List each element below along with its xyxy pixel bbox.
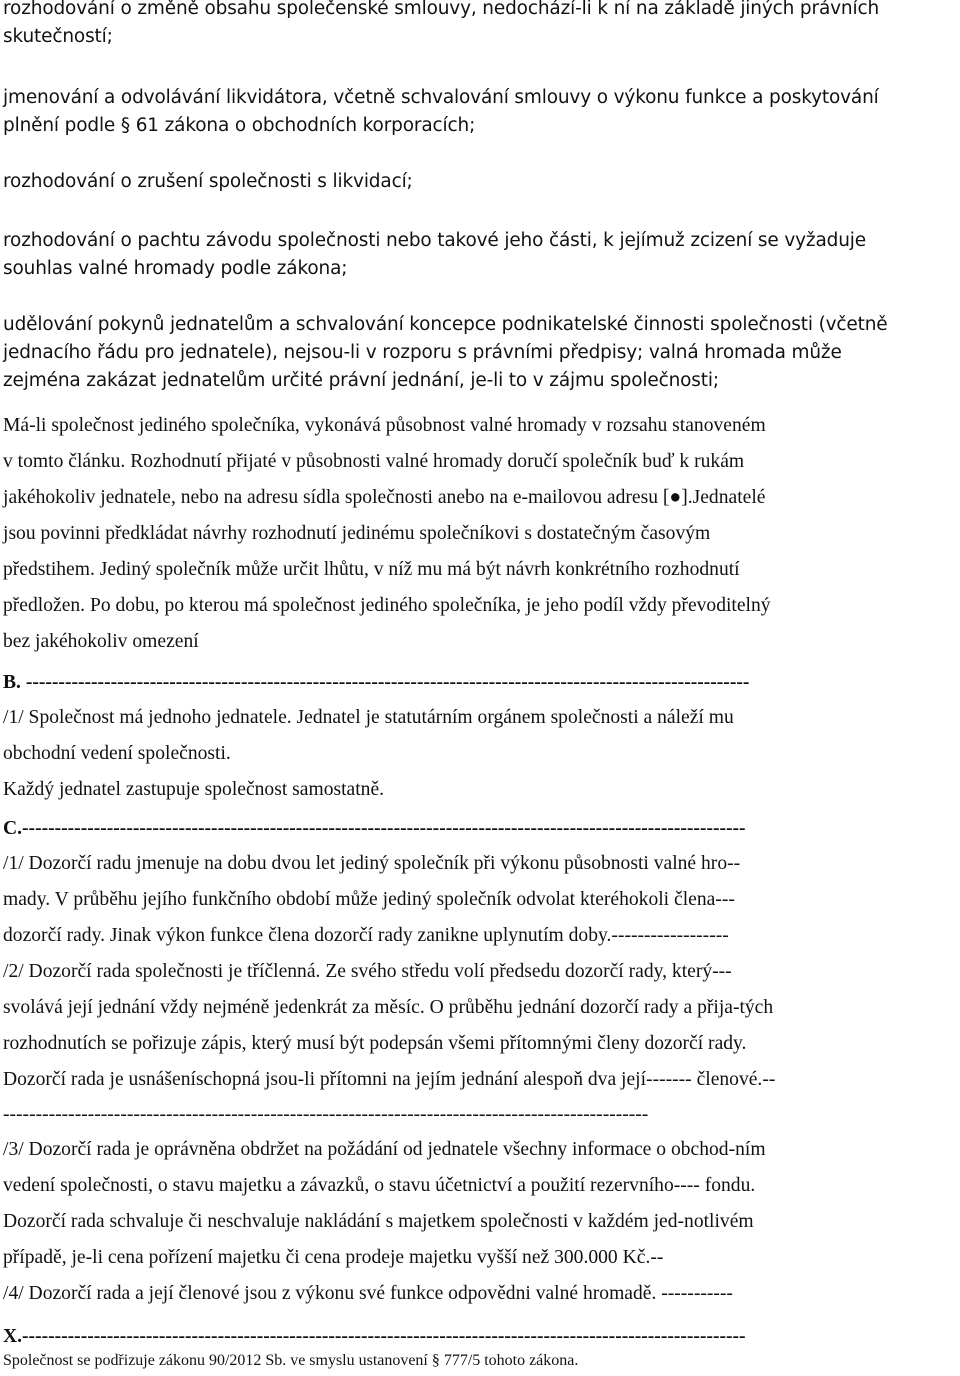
text-line: /2/ Dozorčí rada společnosti je tříčlenná. Ze svého středu volí předsedu dozorčí rady, který--- — [3, 961, 732, 982]
section-c-heading: C.--------------------------------------------------------------------------------------------------------------- — [3, 818, 746, 839]
text-line: mady. V průběhu jejího funkčního období může jediný společník odvolat kteréhokoli člena--- — [3, 889, 735, 910]
list-item — [3, 227, 958, 283]
text-line: udělování pokynů jednatelům a schvalování koncepce podnikatelské činnosti společnosti (včetně — [3, 314, 888, 335]
text-line: /1/ Společnost má jednoho jednatele. Jednatel je statutárním orgánem společnosti a náleží mu — [3, 707, 734, 728]
list-item — [3, 168, 958, 196]
list-item — [3, 84, 958, 140]
text-line: rozhodování o zrušení společnosti s likvidací; — [3, 171, 413, 192]
section-b-text — [3, 700, 958, 808]
text-line: jsou povinni předkládat návrhy rozhodnutí jedinému společníkovi s dostatečným časovým — [3, 523, 711, 544]
text-line: /3/ Dozorčí rada je oprávněna obdržet na požádání od jednatele všechny informace o obchod-ním — [3, 1139, 766, 1160]
footer-note: Společnost se podřizuje zákonu 90/2012 Sb. ve smyslu ustanovení § 777/5 tohoto zákona. — [3, 1352, 579, 1369]
text-line: /4/ Dozorčí rada a její členové jsou z výkonu své funkce odpovědni valné hromadě. ----------- — [3, 1283, 733, 1304]
text-line: předložen. Po dobu, po kterou má společnost jediného společníka, je jeho podíl vždy převoditelný — [3, 595, 771, 616]
text-line: souhlas valné hromady podle zákona; — [3, 258, 348, 279]
text-line: rozhodování o pachtu závodu společnosti nebo takové jeho části, k jejímuž zcizení se vyžaduje — [3, 230, 867, 251]
section-x-heading: X.--------------------------------------------------------------------------------------------------------------- — [3, 1326, 746, 1347]
text-line: dozorčí rady. Jinak výkon funkce člena dozorčí rady zanikne uplynutím doby.------------------ — [3, 925, 729, 946]
text-line: obchodní vedení společnosti. — [3, 743, 231, 764]
text-line: předstihem. Jediný společník může určit lhůtu, v níž mu má být návrh konkrétního rozhodnutí — [3, 559, 740, 580]
text-line: rozhodování o změně obsahu společenské smlouvy, nedochází-li k ní na základě jiných právních — [3, 0, 880, 19]
text-line: jmenování a odvolávání likvidátora, včetně schvalování smlouvy o výkonu funkce a poskytování — [3, 87, 879, 108]
text-line: bez jakéhokoliv omezení — [3, 631, 199, 652]
section-b-heading: B. --------------------------------------------------------------------------------------------------------------- — [3, 672, 750, 693]
text-line: Dozorčí rada schvaluje či neschvaluje nakládání s majetkem společnosti v každém jed-notlivém — [3, 1211, 754, 1232]
list-item — [3, 0, 958, 51]
text-line: --------------------------------------------------------------------------------------------------- — [3, 1104, 649, 1125]
text-line: jednacího řádu pro jednatele), nejsou-li v rozporu s právními předpisy; valná hromada může — [3, 342, 842, 363]
text-line: Má-li společnost jediného společníka, vykonává působnost valné hromady v rozsahu stanoveném — [3, 415, 766, 436]
text-line: jakéhokoliv jednatele, nebo na adresu sídla společnosti anebo na e-mailovou adresu [●].Jednatelé — [3, 487, 766, 508]
text-line: rozhodnutích se pořizuje zápis, který musí být podepsán všemi přítomnými členy dozorčí rady. — [3, 1033, 747, 1054]
text-line: svolává její jednání vždy nejméně jedenkrát za měsíc. O průběhu jednání dozorčí rady a přija-tých — [3, 997, 774, 1018]
text-line: v tomto článku. Rozhodnutí přijaté v působnosti valné hromady doručí společník buď k rukám — [3, 451, 745, 472]
text-line: skutečností; — [3, 26, 113, 47]
list-item — [3, 311, 958, 395]
text-line: plnění podle § 61 zákona o obchodních korporacích; — [3, 115, 476, 136]
text-line: Každý jednatel zastupuje společnost samostatně. — [3, 779, 385, 800]
sole-shareholder-paragraph — [3, 408, 958, 660]
text-line: případě, je-li cena pořízení majetku či cena prodeje majetku vyšší než 300.000 Kč.-- — [3, 1247, 664, 1268]
text-line: /1/ Dozorčí radu jmenuje na dobu dvou let jediný společník při výkonu působnosti valné hro-- — [3, 853, 741, 874]
text-line: vedení společnosti, o stavu majetku a závazků, o stavu účetnictví a použití rezervního---- fondu. — [3, 1175, 756, 1196]
text-line: Dozorčí rada je usnášeníschopná jsou-li přítomni na jejím jednání alespoň dva její------- členové.-- — [3, 1069, 776, 1090]
section-c-text — [3, 846, 958, 1312]
text-line: zejména zakázat jednatelům určité právní jednání, je-li to v zájmu společnosti; — [3, 370, 719, 391]
